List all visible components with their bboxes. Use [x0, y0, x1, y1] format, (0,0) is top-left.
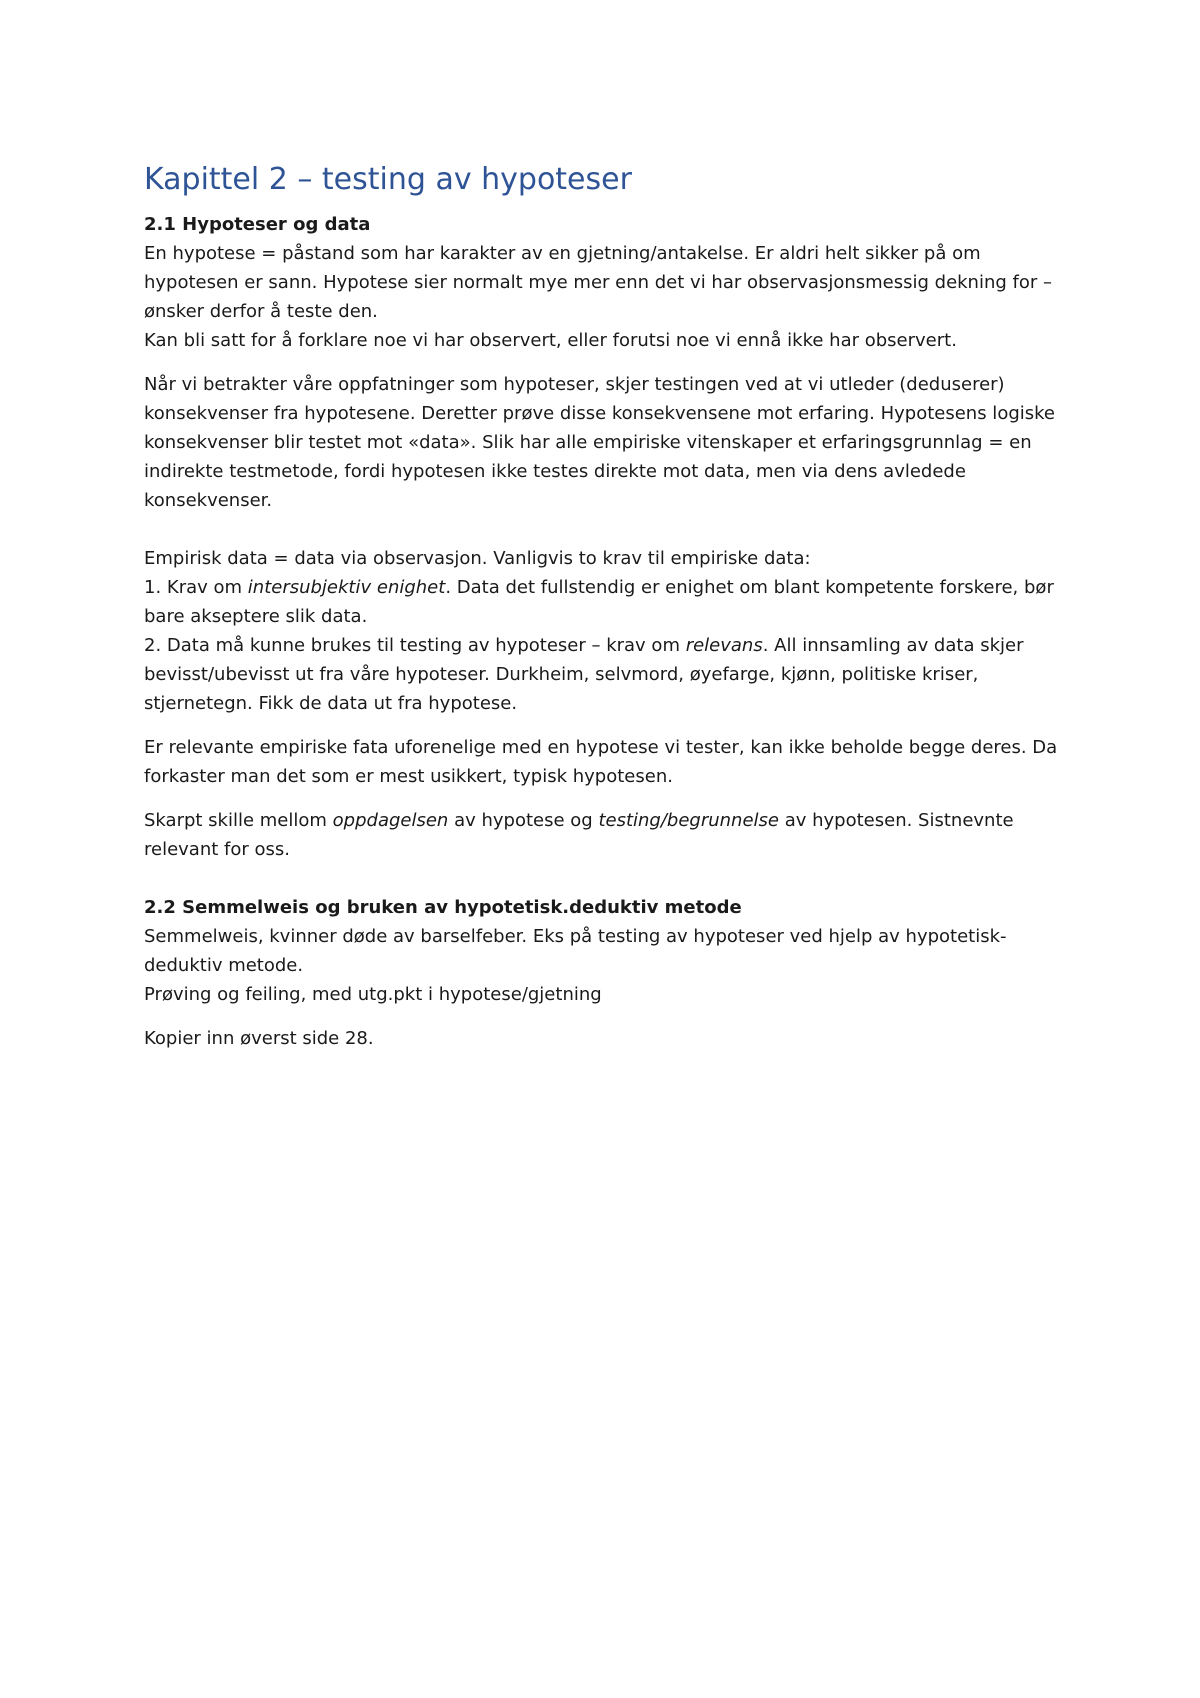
emphasis-relevans: relevans [685, 635, 763, 656]
section-heading-2-2: 2.2 Semmelweis og bruken av hypotetisk.deduktiv metode [144, 897, 742, 918]
emphasis-oppdagelsen: oppdagelsen [332, 810, 449, 831]
paragraph-semmelweis: Semmelweis, kvinner døde av barselfeber. Eks på testing av hypoteser ved hjelp av hypotetisk-deduktiv metode. [144, 926, 1007, 976]
paragraph-empirisk-data: Empirisk data = data via observasjon. Vanligvis to krav til empiriske data: [144, 548, 811, 569]
paragraph-hypotese-definition: En hypotese = påstand som har karakter av en gjetning/antakelse. Er aldri helt sikker på om hypotesen er sann. Hypotese sier normalt mye mer enn det vi har observasjonsmessig dekning for – ønsker derfor å teste den. [144, 243, 1052, 322]
list-item-krav-2: 2. Data må kunne brukes til testing av hypoteser – krav om relevans. All innsamling av data skjer bevisst/ubevisst ut fra våre hypoteser. Durkheim, selvmord, øyefarge, kjønn, politiske kriser, stjernetegn. Fikk de data ut fra hypotese. [144, 635, 1024, 714]
paragraph-kopier-inn: Kopier inn øverst side 28. [144, 1028, 374, 1049]
page-title: Kapittel 2 – testing av hypoteser [144, 162, 632, 197]
emphasis-intersubjektiv: intersubjektiv enighet [247, 577, 446, 598]
list-item-krav-1: 1. Krav om intersubjektiv enighet. Data det fullstendig er enighet om blant kompetente forskere, bør bare akseptere slik data. [144, 577, 1054, 627]
document-page [144, 160, 1064, 1053]
paragraph-forklare: Kan bli satt for å forklare noe vi har observert, eller forutsi noe vi ennå ikke har observert. [144, 330, 957, 351]
paragraph-proving-feiling: Prøving og feiling, med utg.pkt i hypotese/gjetning [144, 984, 602, 1005]
paragraph-relevante-fakta: Er relevante empiriske fata uforenelige med en hypotese vi tester, kan ikke beholde begge deres. Da forkaster man det som er mest usikkert, typisk hypotesen. [144, 737, 1058, 787]
section-heading-2-1: 2.1 Hypoteser og data [144, 214, 371, 235]
paragraph-testing: Når vi betrakter våre oppfatninger som hypoteser, skjer testingen ved at vi utleder (deduserer) konsekvenser fra hypotesene. Deretter prøve disse konsekvensene mot erfaring. Hypotesens logiske konsekvenser blir testet mot «data». Slik har alle empiriske vitenskaper et erfaringsgrunnlag = en indirekte testmetode, fordi hypotesen ikke testes direkte mot data, men via dens avledede konsekvenser. [144, 374, 1055, 511]
emphasis-testing-begrunnelse: testing/begrunnelse [598, 810, 779, 831]
paragraph-skarpt-skille: Skarpt skille mellom oppdagelsen av hypotese og testing/begrunnelse av hypotesen. Sistnevnte relevant for oss. [144, 810, 1014, 860]
